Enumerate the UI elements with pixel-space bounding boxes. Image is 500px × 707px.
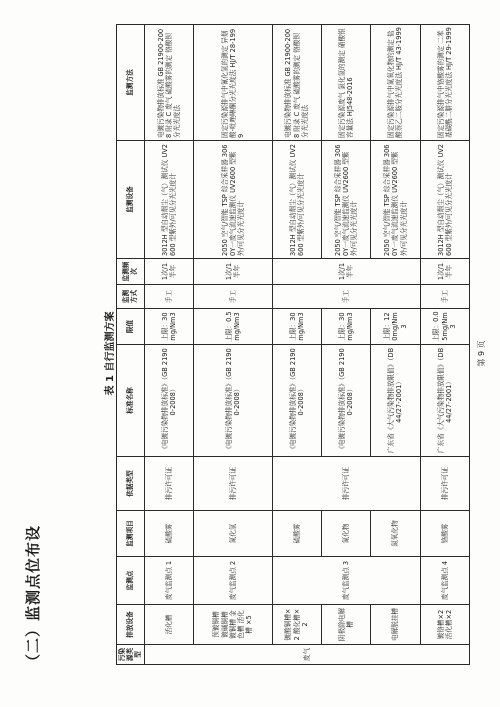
item-cell: 氮氧化物	[371, 511, 420, 557]
mode-cell: 手工	[420, 285, 469, 309]
item-cell: 氮化氢	[194, 511, 273, 557]
header-cell: 监测设备	[117, 141, 145, 259]
item-cell: 硫酸雾	[272, 511, 321, 557]
point-cell: 废气监测点 1	[144, 557, 193, 605]
basis-cell: 排污许可证	[194, 457, 273, 511]
table-caption: 表 1 自行监测方案	[105, 311, 116, 396]
limit-cell: 上限：120mg/Nm3	[371, 309, 420, 345]
device-cell: 3012H 型自动烟尘（气）测试仪 UV2600 型紫外/可见分光光度计	[272, 141, 321, 259]
equipment-cell: 镀铬槽×2 活化槽×2	[420, 605, 469, 645]
equipment-cell: 电解脱挂槽	[371, 605, 420, 645]
standard-cell: 《电镀污染物排放标准》（GB 21900-2008）	[322, 345, 371, 457]
header-cell: 限值	[117, 309, 145, 345]
equipment-cell: 活化槽	[144, 605, 193, 645]
point-cell: 废气监测点 2	[194, 557, 273, 605]
page-number: 第 9 页	[477, 340, 486, 367]
source-type-cell: 废气	[144, 645, 469, 665]
table-row	[420, 25, 469, 665]
equipment-cell: 镀酸铜槽×2 酸化槽×2	[272, 605, 321, 645]
point-cell: 废气监测点 3	[272, 557, 420, 605]
header-cell: 污染源类型	[117, 645, 145, 665]
limit-cell: 上限：0.05mg/Nm3	[420, 309, 469, 345]
freq-cell: 1次/1半年	[144, 259, 193, 285]
limit-cell: 上限：30mg/Nm3	[322, 309, 371, 345]
header-cell: 监测点	[117, 557, 145, 605]
freq-cell: 1次/1半年	[272, 259, 420, 285]
method-cell: 固定污染源排气中氮氧化物的测定 盐酸萘乙二胺分光光度法 HJ/T 43-1999	[371, 25, 420, 141]
monitoring-plan-table	[116, 24, 470, 665]
limit-cell: 上限：0.5mg/Nm3	[194, 309, 273, 345]
mode-cell: 手工	[194, 285, 273, 309]
limit-cell: 上限：30mg/Nm3	[272, 309, 321, 345]
basis-cell: 排污许可证	[272, 457, 420, 511]
header-cell: 排放设备	[117, 605, 145, 645]
device-cell: 2050 空气/智能 TSP 综合采样器 3060Y一废气流速监测仪 UV2600 型紫外/可见分光光度计	[194, 141, 273, 259]
method-cell: 固定污染源排气中铬酸雾的测定 二苯基碳酰二肼分光光度法 HJ/T 29-1999	[420, 25, 469, 141]
freq-cell: 1次/1半年	[420, 259, 469, 285]
method-cell: 固定污染源废气 氯化氢的测定 硝酸银容量法 HJ548-2016	[322, 25, 371, 141]
standard-cell: 《电镀污染物排放标准》（GB 21900-2008）	[194, 345, 273, 457]
item-cell: 氮化物	[322, 511, 371, 557]
device-cell: 3012H 型自动烟尘（气）测试仪 UV2600 型紫外/可见分光光度计	[420, 141, 469, 259]
header-cell: 标准名称	[117, 345, 145, 457]
point-cell: 废气监测点 4	[420, 557, 469, 605]
equipment-cell: 预镀铜槽 镀碱铜槽 镀铜槽 金色槽 活化槽 ×5	[194, 605, 273, 645]
header-cell: 监测频次	[117, 259, 145, 285]
basis-cell: 排污许可证	[144, 457, 193, 511]
device-cell: 3012H 型自动烟尘（气）测试仪 UV2600 型紫外/可见分光光度计	[144, 141, 193, 259]
standard-cell: 广东省《大气污染物排放限值》（DB44/27-2001）	[420, 345, 469, 457]
table-row	[272, 25, 321, 665]
header-cell: 依据类型	[117, 457, 145, 511]
item-cell: 硫酸雾	[144, 511, 193, 557]
table-header-row	[117, 25, 145, 665]
equipment-cell: 阴极除电解槽	[322, 605, 371, 645]
method-cell: 电镀污染物排放标准 GB 21900-2008 附录 C 废气 硫酸雾的测定 铬酸钡分光光度法	[144, 25, 193, 141]
header-cell: 监测方法	[117, 25, 145, 141]
standard-cell: 《电镀污染物排放标准》（GB 21900-2008）	[144, 345, 193, 457]
method-cell: 固定污染源排气中氰化氢的测定 异烟酸-吡唑啉酮分光光度法 HJ/T 28-1999	[194, 25, 273, 141]
limit-cell: 上限：30mg/Nm3	[144, 309, 193, 345]
device-cell: 2050 空气/智能 TSP 综合采样器 3060Y一废气流速监测仪 UV2600 型紫外/可见分光光度计	[322, 141, 371, 259]
item-cell: 铬酸雾	[420, 511, 469, 557]
standard-cell: 《电镀污染物排放标准》（GB 21900-2008）	[272, 345, 321, 457]
header-cell: 监测项目	[117, 511, 145, 557]
standard-cell: 广东省《大气污染物排放限值》（DB44/27-2001）	[371, 345, 420, 457]
table-row	[194, 25, 273, 665]
method-cell: 电镀污染物排放标准 GB 21900-2008 附录 C 废气 硫酸雾的测定 铬酸钡分光光度法	[272, 25, 321, 141]
table-row	[144, 25, 193, 665]
device-cell: 2050 空气/智能 TSP 综合采样器 3060Y一废气流速监测仪 UV2600 型紫外/可见分光光度计	[371, 141, 420, 259]
section-title: （二）监测点位布设	[24, 524, 42, 669]
mode-cell: 手工	[272, 285, 420, 309]
freq-cell: 1次/1半年	[194, 259, 273, 285]
basis-cell: 排污许可证	[420, 457, 469, 511]
mode-cell: 手工	[144, 285, 193, 309]
header-cell: 监测方式	[117, 285, 145, 309]
